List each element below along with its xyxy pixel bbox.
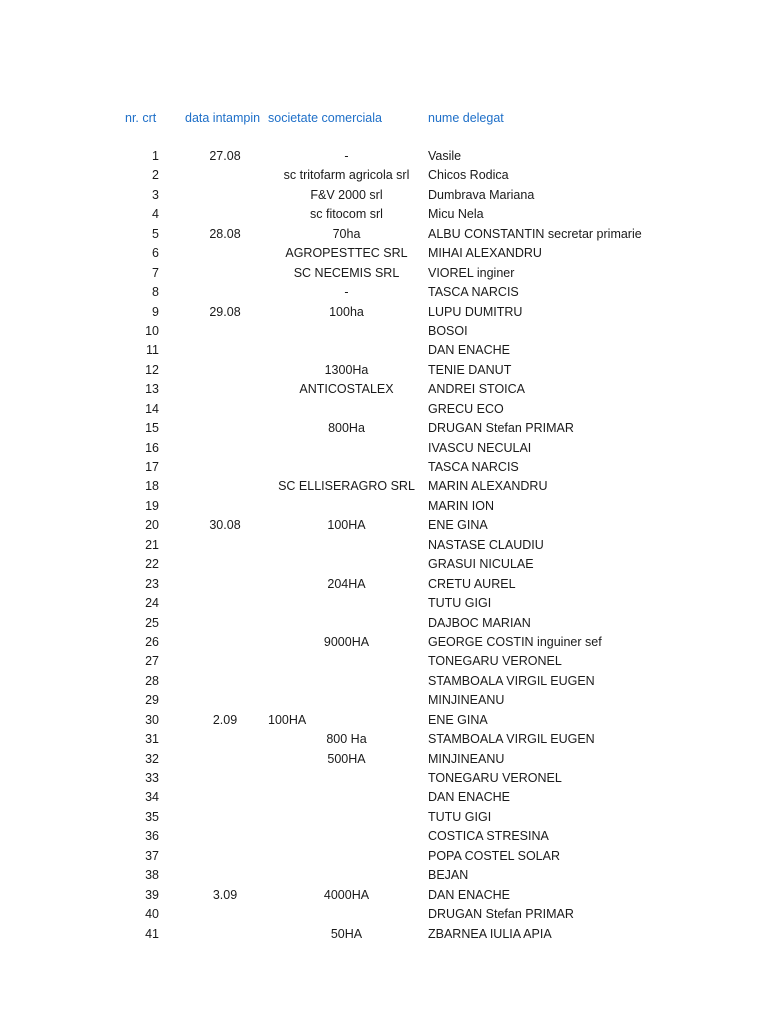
cell-nr-crt: 3 — [152, 187, 159, 202]
cell-nr-crt: 9 — [152, 304, 159, 319]
cell-nr-crt: 26 — [145, 634, 159, 649]
table-row — [0, 750, 768, 769]
table-row — [0, 380, 768, 399]
cell-nume-delegat: DRUGAN Stefan PRIMAR — [428, 907, 574, 922]
cell-nr-crt: 29 — [145, 693, 159, 708]
cell-nr-crt: 5 — [152, 226, 159, 241]
cell-societate-comerciala: sc fitocom srl — [310, 207, 383, 222]
cell-data-intampin: 3.09 — [212, 887, 238, 902]
cell-societate-comerciala: 800Ha — [328, 421, 365, 436]
table-row — [0, 497, 768, 516]
cell-societate-comerciala: 100ha — [329, 304, 364, 319]
cell-data-intampin: 30.08 — [209, 518, 241, 533]
table-row — [0, 730, 768, 749]
cell-nr-crt: 39 — [145, 887, 159, 902]
cell-nr-crt: 28 — [145, 673, 159, 688]
cell-data-intampin: 2.09 — [212, 712, 238, 727]
cell-nr-crt: 32 — [145, 751, 159, 766]
cell-societate-comerciala: ANTICOSTALEX — [299, 382, 394, 397]
table-row — [0, 322, 768, 341]
cell-nr-crt: 13 — [145, 382, 159, 397]
table-row — [0, 264, 768, 283]
cell-data-intampin: 29.08 — [209, 304, 241, 319]
cell-nume-delegat: MINJINEANU — [428, 693, 505, 708]
cell-nume-delegat: ENE GINA — [428, 712, 488, 727]
cell-societate-comerciala: 4000HA — [323, 887, 370, 902]
cell-nr-crt: 17 — [145, 460, 159, 474]
cell-nume-delegat: IVASCU NECULAI — [428, 440, 532, 455]
cell-societate-comerciala: 204HA — [327, 576, 366, 591]
cell-nume-delegat: MIHAI ALEXANDRU — [428, 246, 542, 261]
table-row — [0, 166, 768, 185]
cell-societate-comerciala: 100HA — [268, 712, 307, 727]
table-row — [0, 419, 768, 438]
cell-nr-crt: 24 — [145, 596, 159, 611]
cell-nume-delegat: DRUGAN Stefan PRIMAR — [428, 421, 574, 436]
cell-nume-delegat: ENE GINA — [428, 518, 488, 533]
table-row — [0, 477, 768, 496]
cell-nr-crt: 20 — [145, 518, 159, 533]
cell-nr-crt: 14 — [145, 401, 159, 416]
cell-nume-delegat: DAN ENACHE — [428, 887, 510, 902]
cell-nume-delegat: Chicos Rodica — [428, 168, 509, 183]
table-row — [0, 555, 768, 574]
cell-nr-crt: 16 — [145, 440, 159, 455]
table-row — [0, 439, 768, 458]
cell-nr-crt: 27 — [145, 654, 159, 669]
cell-nr-crt: 6 — [152, 246, 159, 261]
cell-nume-delegat: COSTICA STRESINA — [428, 829, 549, 844]
cell-societate-comerciala: 100HA — [327, 518, 366, 533]
cell-nr-crt: 34 — [145, 790, 159, 805]
cell-nume-delegat: GRASUI NICULAE — [428, 557, 534, 572]
cell-societate-comerciala: 70ha — [332, 226, 361, 241]
cell-nume-delegat: Micu Nela — [428, 207, 484, 222]
cell-societate-comerciala: 9000HA — [323, 634, 370, 649]
cell-nr-crt: 4 — [152, 207, 159, 222]
table-row — [0, 147, 768, 166]
cell-nume-delegat: STAMBOALA VIRGIL EUGEN — [428, 673, 595, 688]
cell-nr-crt: 25 — [145, 615, 159, 630]
cell-nume-delegat: DAN ENACHE — [428, 343, 510, 358]
table-row — [0, 788, 768, 807]
table-row — [0, 827, 768, 846]
cell-nume-delegat: GEORGE COSTIN inguiner sef — [428, 634, 602, 649]
table-row — [0, 536, 768, 555]
cell-nume-delegat: ANDREI STOICA — [428, 382, 526, 397]
cell-societate-comerciala: 500HA — [327, 751, 366, 766]
cell-nr-crt: 33 — [145, 771, 159, 785]
cell-nume-delegat: TUTU GIGI — [428, 596, 492, 611]
header-nr-crt: nr. crt — [125, 111, 157, 125]
cell-societate-comerciala: 800 Ha — [326, 732, 367, 747]
cell-nume-delegat: TENIE DANUT — [428, 362, 512, 377]
table-row — [0, 672, 768, 691]
cell-societate-comerciala: - — [344, 149, 349, 163]
cell-societate-comerciala: AGROPESTTEC SRL — [285, 246, 408, 261]
table-row — [0, 847, 768, 866]
table-row — [0, 594, 768, 613]
cell-societate-comerciala: - — [344, 285, 349, 300]
cell-nr-crt: 36 — [145, 829, 159, 844]
cell-nume-delegat: DAJBOC MARIAN — [428, 615, 531, 630]
cell-nume-delegat: TONEGARU VERONEL — [428, 771, 562, 785]
cell-nume-delegat: NASTASE CLAUDIU — [428, 537, 544, 552]
cell-nume-delegat: DAN ENACHE — [428, 790, 510, 805]
cell-nume-delegat: VIOREL inginer — [428, 265, 515, 280]
cell-nr-crt: 8 — [152, 285, 159, 300]
table-row — [0, 925, 768, 944]
cell-nume-delegat: TUTU GIGI — [428, 809, 492, 824]
cell-societate-comerciala: sc tritofarm agricola srl — [283, 168, 410, 183]
table-row — [0, 516, 768, 535]
table-row — [0, 341, 768, 360]
cell-nume-delegat: TONEGARU VERONEL — [428, 654, 562, 669]
table-row — [0, 186, 768, 205]
cell-nr-crt: 12 — [145, 362, 159, 377]
table-row — [0, 886, 768, 905]
cell-nr-crt: 35 — [145, 809, 159, 824]
cell-nr-crt: 19 — [145, 498, 159, 513]
table-row — [0, 303, 768, 322]
cell-nume-delegat: STAMBOALA VIRGIL EUGEN — [428, 732, 595, 747]
table-row — [0, 400, 768, 419]
header-societate-comerciala: societate comerciala — [268, 111, 382, 125]
table-row — [0, 633, 768, 652]
cell-nr-crt: 1 — [152, 149, 159, 163]
table-body — [0, 147, 768, 944]
cell-societate-comerciala: 1300Ha — [324, 362, 369, 377]
table-row — [0, 205, 768, 224]
cell-nr-crt: 7 — [152, 265, 159, 280]
cell-nume-delegat: BEJAN — [428, 868, 469, 883]
cell-nume-delegat: ZBARNEA IULIA APIA — [428, 926, 552, 941]
cell-nume-delegat: MARIN ION — [428, 498, 494, 513]
cell-nr-crt: 31 — [145, 732, 159, 747]
cell-nr-crt: 15 — [145, 421, 159, 436]
cell-societate-comerciala: SC ELLISERAGRO SRL — [278, 479, 415, 494]
table-row — [0, 283, 768, 302]
cell-data-intampin: 28.08 — [209, 226, 241, 241]
cell-societate-comerciala: SC NECEMIS SRL — [293, 265, 400, 280]
cell-nr-crt: 23 — [145, 576, 159, 591]
cell-societate-comerciala: 50HA — [330, 926, 363, 941]
cell-nr-crt: 11 — [146, 343, 159, 358]
cell-nr-crt: 40 — [145, 907, 159, 922]
cell-nr-crt: 37 — [145, 848, 159, 863]
cell-nr-crt: 2 — [152, 168, 159, 183]
header-data-intampin: data intampin — [185, 111, 261, 125]
cell-societate-comerciala: F&V 2000 srl — [310, 187, 383, 202]
table-row — [0, 361, 768, 380]
table-row — [0, 652, 768, 671]
table-row — [0, 575, 768, 594]
cell-nume-delegat: MINJINEANU — [428, 751, 505, 766]
cell-nr-crt: 38 — [145, 868, 159, 883]
cell-nume-delegat: ALBU CONSTANTIN secretar primarie — [428, 226, 642, 241]
cell-nr-crt: 41 — [145, 926, 159, 941]
table-row — [0, 769, 768, 788]
cell-nume-delegat: Dumbrava Mariana — [428, 187, 535, 202]
cell-nume-delegat: TASCA NARCIS — [428, 285, 519, 300]
cell-nr-crt: 30 — [145, 712, 159, 727]
cell-nr-crt: 18 — [145, 479, 159, 494]
cell-nr-crt: 22 — [145, 557, 159, 572]
cell-data-intampin: 27.08 — [209, 149, 241, 163]
header-nume-delegat: nume delegat — [428, 111, 504, 125]
cell-nume-delegat: MARIN ALEXANDRU — [428, 479, 548, 494]
table-row — [0, 808, 768, 827]
table-row — [0, 711, 768, 730]
table-row — [0, 458, 768, 477]
table-row — [0, 905, 768, 924]
table-row — [0, 614, 768, 633]
table-row — [0, 866, 768, 885]
cell-nume-delegat: POPA COSTEL SOLAR — [428, 848, 560, 863]
table-row — [0, 691, 768, 710]
table-row — [0, 244, 768, 263]
cell-nume-delegat: TASCA NARCIS — [428, 460, 519, 474]
cell-nume-delegat: GRECU ECO — [428, 401, 504, 416]
cell-nume-delegat: LUPU DUMITRU — [428, 304, 523, 319]
cell-nr-crt: 21 — [145, 537, 159, 552]
cell-nume-delegat: CRETU AUREL — [428, 576, 516, 591]
cell-nr-crt: 10 — [145, 323, 159, 338]
cell-nume-delegat: BOSOI — [428, 323, 468, 338]
cell-nume-delegat: Vasile — [428, 149, 462, 163]
table-row — [0, 225, 768, 244]
